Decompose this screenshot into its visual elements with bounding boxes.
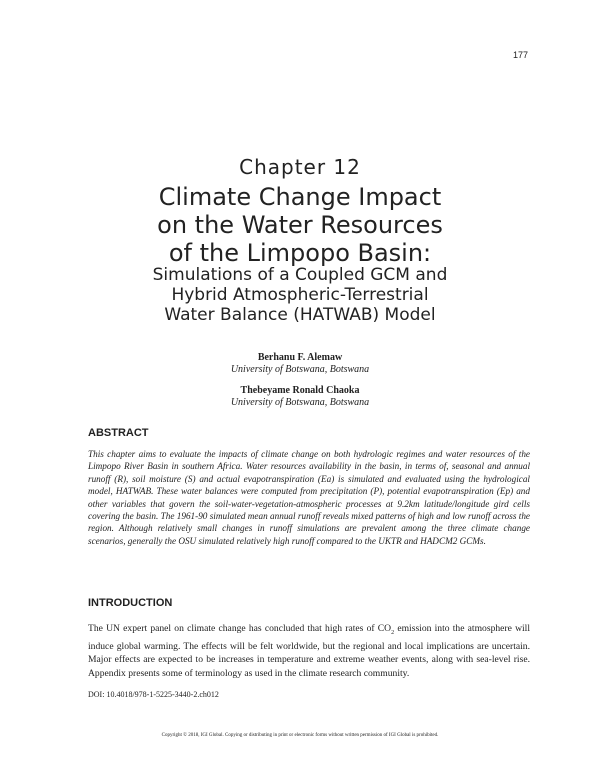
title-line: on the Water Resources [157, 211, 443, 239]
chapter-subtitle [0, 265, 600, 325]
subtitle-line: Simulations of a Coupled GCM and [152, 265, 448, 285]
subtitle-line: Hybrid Atmospheric-Terrestrial [171, 285, 429, 305]
doi-line: DOI: 10.4018/978-1-5225-3440-2.ch012 [88, 690, 219, 699]
intro-text-start: The UN expert panel on climate change has concluded that high rates of CO [88, 623, 392, 634]
abstract-heading: ABSTRACT [88, 427, 149, 439]
author-affiliation: University of Botswana, Botswana [230, 397, 370, 408]
title-line: Climate Change Impact [158, 183, 442, 211]
author-block [0, 385, 600, 409]
author-block [0, 352, 600, 376]
title-line: of the Limpopo Basin: [168, 239, 432, 267]
intro-text-end: emission into the atmosphere will induce global warming. The effects will be felt worldwide, but the regional and local implications are uncertain. Major effects are expected to be increases in temperature and extreme weather events, along with sea-level rise. Appendix presents some of terminology as used in the climate research community. [88, 623, 530, 679]
author-name: Berhanu F. Alemaw [257, 352, 343, 363]
introduction-heading: INTRODUCTION [88, 597, 173, 609]
copyright-notice: Copyright © 2018, IGI Global. Copying or distributing in print or electronic forms without written permission of IGI Global is prohibited. [161, 733, 439, 738]
page-number: 177 [512, 50, 528, 60]
abstract-text: This chapter aims to evaluate the impacts of climate change on both hydrologic regimes and water resources of the Limpopo River Basin in southern Africa. Water resources availability in the basin, in terms of, seasonal and annual runoff (R), soil moisture (S) and actual evapotranspiration (Ea) is simulated and evaluated using the hydrological model, HATWAB. These water balances were computed from precipitation (P), potential evapotranspiration (Ep) and other variables that govern the soil-water-vegetation-atmospheric processes at 9.2km latitude/longitude gird cells covering the basin. The 1961-90 simulated mean annual runoff reveals mixed patterns of high and low runoff across the region. Although relatively small changes in runoff simulations are prevalent among the three climate change scenarios, generally the OSU simulated relatively high runoff compared to the UKTR and HADCM2 GCMs. [88, 449, 530, 546]
author-list [0, 352, 600, 418]
author-affiliation: University of Botswana, Botswana [230, 364, 370, 375]
introduction-text [88, 622, 530, 680]
intro-subscript: 2 [391, 629, 395, 636]
author-name: Thebeyame Ronald Chaoka [240, 385, 360, 396]
subtitle-line: Water Balance (HATWAB) Model [164, 305, 436, 325]
chapter-title [0, 183, 600, 267]
chapter-label: Chapter 12 [239, 155, 361, 179]
